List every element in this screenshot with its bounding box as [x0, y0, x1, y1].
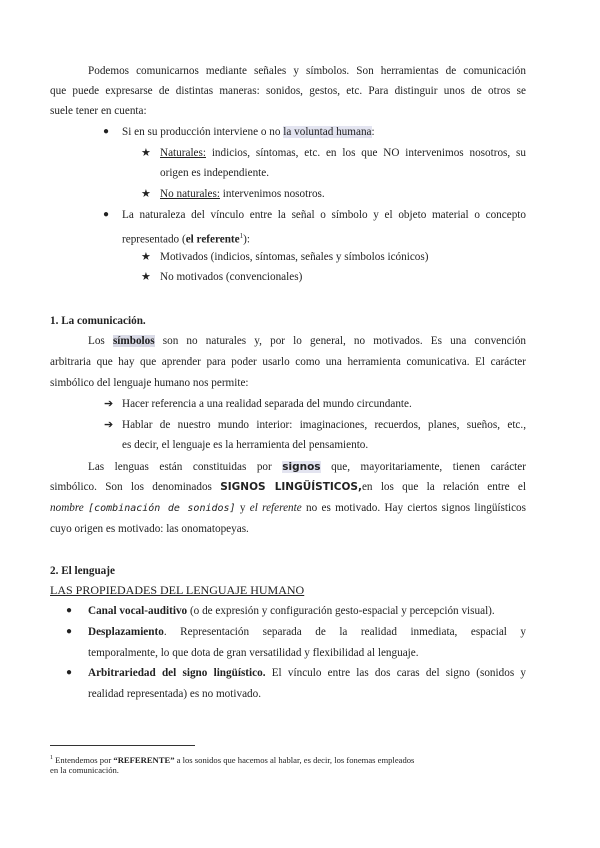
bullet-icon: ●: [66, 667, 73, 678]
signos-highlight: signos: [282, 461, 321, 473]
footnote-line-1: $^1$ Entendemos por “REFERENTE” a los sonidos que hacemos al hablar, es decir, los fonemas empleados: [50, 754, 415, 765]
motivados-line: Motivados (indicios, síntomas, señales y símbolos icónicos): [160, 251, 429, 263]
section-1-heading: 1. La comunicación.: [50, 315, 146, 327]
bullet-2-line-2: representado (el referente$^1$):: [122, 232, 250, 246]
voluntad-humana-highlight: la voluntad humana: [283, 126, 372, 138]
property-3-line-2: realidad representada) es no motivado.: [88, 688, 262, 700]
star-icon: ★: [141, 271, 151, 283]
simbolos-highlight: símbolos: [112, 335, 155, 347]
footnote-divider: [50, 745, 195, 746]
section-1-p2-line-4: cuyo origen es motivado: las onomatopeyas.: [50, 523, 249, 535]
arrow-1-text: Hacer referencia a una realidad separada del mundo circundante.: [122, 398, 412, 410]
property-1: Canal vocal-auditivo (o de expresión y configuración gesto-espacial y percepción visual).: [88, 605, 495, 617]
bullet-2-line-1: La naturaleza del vínculo entre la señal o símbolo y el objeto material o concepto: [122, 209, 526, 221]
section-2-subheading: LAS PROPIEDADES DEL LENGUAJE HUMANO: [50, 583, 305, 597]
star-icon: ★: [141, 188, 151, 200]
intro-line-2: que puede expresarse de distintas maneras: sonidos, gestos, etc. Para distinguir unos de otros se: [50, 85, 526, 97]
section-1-p1-line-3: simbólico del lenguaje humano nos permite:: [50, 377, 249, 389]
bullet-icon: ●: [66, 626, 73, 637]
arrow-2-line-2: es decir, el lenguaje es la herramienta del pensamiento.: [122, 439, 369, 451]
property-2-line-1: Desplazamiento. Representación separada de la realidad inmediata, espacial y: [88, 626, 526, 638]
footnote-line-2: en la comunicación.: [50, 765, 119, 775]
naturales-line-2: origen es independiente.: [160, 167, 270, 179]
section-1-p2-line-3: nombre [combinación de sonidos] y el referente no es motivado. Hay ciertos signos lingüísticos: [50, 502, 527, 514]
property-2-line-2: temporalmente, lo que dota de gran versatilidad y flexibilidad al lenguaje.: [88, 647, 419, 659]
bullet-1-text: Si en su producción interviene o no la voluntad humana:: [122, 126, 375, 138]
property-3-line-1: Arbitrariedad del signo lingüístico. El vínculo entre las dos caras del signo (sonidos y: [88, 667, 526, 679]
intro-line-3: suele tener en cuenta:: [50, 105, 147, 117]
footnote-ref[interactable]: 1: [239, 232, 244, 240]
star-icon: ★: [141, 251, 151, 263]
no-motivados-line: No motivados (convencionales): [160, 271, 303, 283]
section-1-p1-line-2: arbitraria que hay que aprender para poder usarlo como una herramienta comunicativa. El carácter: [50, 356, 526, 368]
arrow-2-line-1: Hablar de nuestro mundo interior: imaginaciones, recuerdos, planes, sueños, etc.,: [122, 419, 526, 431]
arrow-icon: ➔: [104, 419, 114, 431]
arrow-icon: ➔: [104, 398, 114, 410]
star-icon: ★: [141, 147, 151, 159]
section-1-p2-line-2: simbólico. Son los denominados SIGNOS LINGÜÍSTICOS,en los que la relación entre el: [50, 481, 526, 493]
bullet-icon: ●: [66, 605, 73, 616]
bullet-icon: ●: [103, 209, 110, 220]
intro-line-1: Podemos comunicarnos mediante señales y símbolos. Son herramientas de comunicación: [88, 65, 526, 77]
section-2-heading: 2. El lenguaje: [50, 565, 115, 577]
naturales-line-1: Naturales: indicios, síntomas, etc. en los que NO intervenimos nosotros, su: [160, 147, 526, 159]
no-naturales-line: No naturales: intervenimos nosotros.: [160, 188, 325, 200]
section-1-p2-line-1: Las lenguas están constituidas por signos que, mayoritariamente, tienen carácter: [88, 461, 526, 473]
section-1-p1-line-1: Los símbolos son no naturales y, por lo general, no motivados. Es una convención: [88, 335, 527, 347]
bullet-icon: ●: [103, 126, 110, 137]
